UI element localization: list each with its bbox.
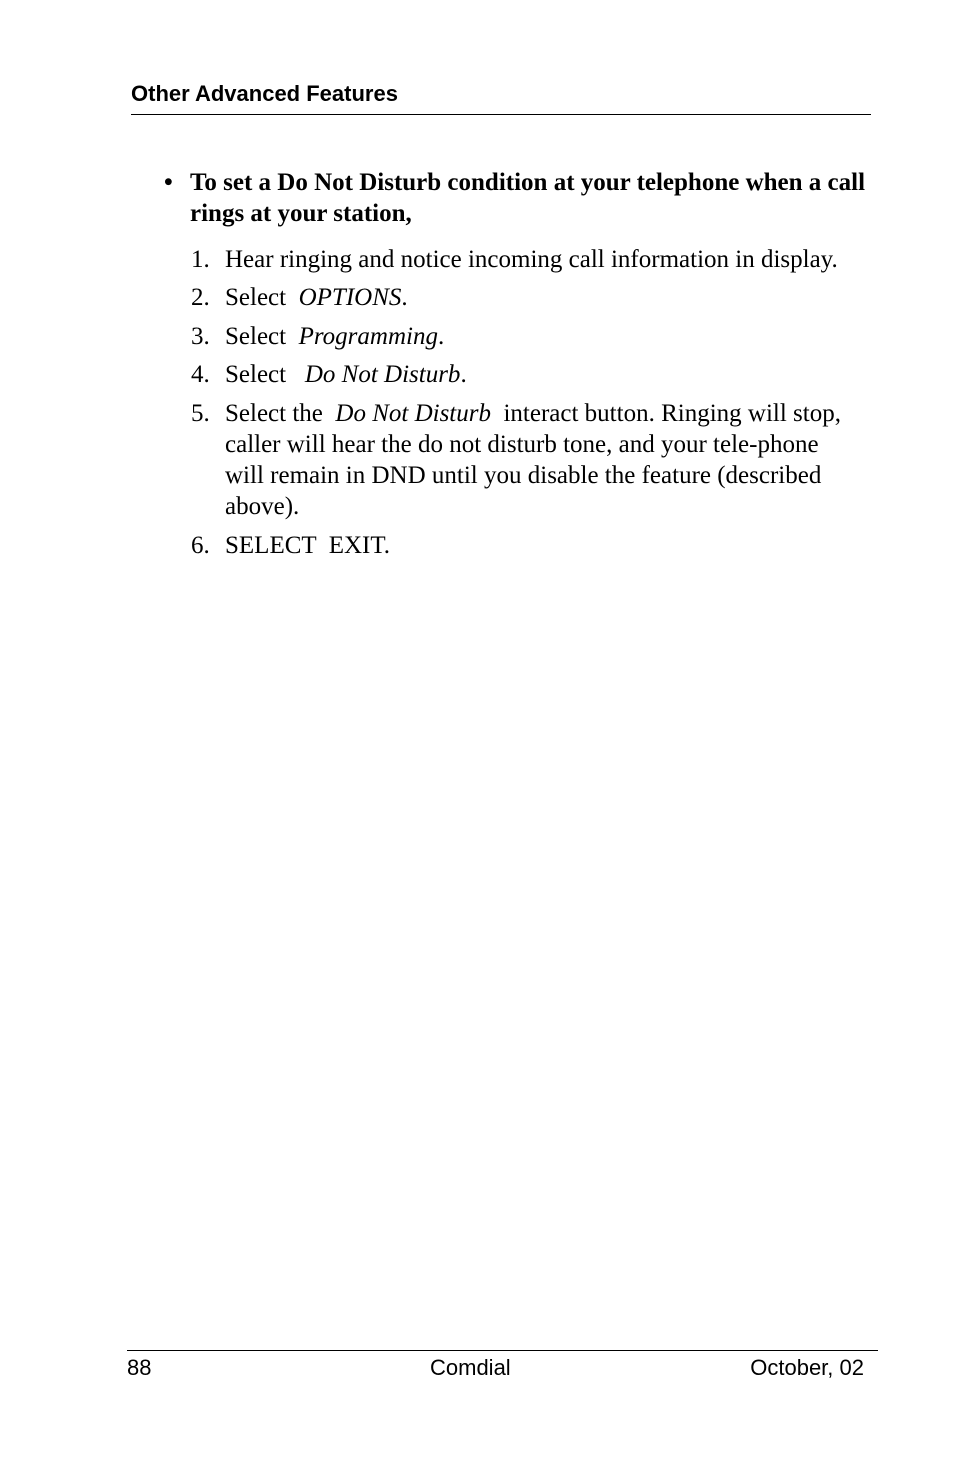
company-name: Comdial [430,1355,511,1380]
step-item [191,398,851,522]
step-text: Hear ringing and notice incoming call information in display. [225,246,838,273]
step-item [191,282,871,313]
publication-date: October, 02 [750,1355,864,1380]
step-punct: . [460,361,467,388]
step-description: interact button. Ringing will stop, caller will hear the do not disturb tone, and your tele-phone will remain in DND until you disable the feature (described above). [225,400,841,520]
procedure-heading: To set a Do Not Disturb condition at your telephone when a call rings at your station, [190,169,866,227]
menu-term: Do Not Disturb [304,361,461,388]
section-title: Other Advanced Features [131,81,398,106]
page-number: 88 [127,1355,152,1380]
step-text: SELECT EXIT. [225,532,391,559]
menu-term: Do Not Disturb [335,400,491,427]
step-text [225,359,871,390]
menu-term: Programming [298,323,438,350]
step-number: 1. [191,246,210,273]
step-text [225,398,851,522]
step-number: 2. [191,284,210,311]
step-punct: . [401,284,408,311]
step-number: 6. [191,532,210,559]
step-number: 5. [191,400,210,427]
step-item [191,359,871,390]
step-verb: Select [225,284,287,311]
step-item [191,321,871,352]
footer-divider [127,1350,878,1351]
step-verb: Select [225,361,287,388]
header-divider [131,114,871,115]
step-text [225,282,871,313]
step-number: 3. [191,323,210,350]
step-punct: . [437,323,445,350]
step-verb: Select [225,323,287,350]
menu-term: OPTIONS [298,284,402,311]
step-item [191,244,871,275]
step-item [191,530,871,561]
step-text [225,321,871,352]
step-verb: Select the [225,400,323,427]
bullet-marker: • [164,169,173,196]
step-number: 4. [191,361,210,388]
